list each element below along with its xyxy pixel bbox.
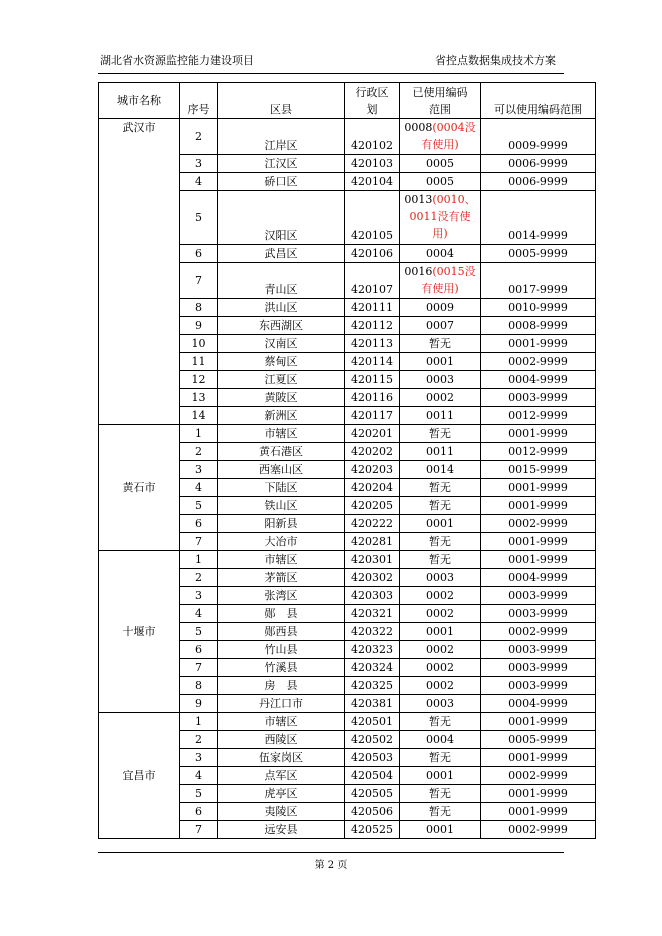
used-range-cell — [400, 731, 481, 749]
seq-cell: 4 — [180, 173, 218, 191]
city-name-cell: 十堰市 — [99, 551, 180, 713]
used-range-cell — [400, 515, 481, 533]
available-range-cell: 0001-9999 — [481, 749, 596, 767]
used-range-cell — [400, 155, 481, 173]
district-cell: 西陵区 — [218, 731, 345, 749]
seq-cell: 2 — [180, 731, 218, 749]
used-range-value: 0001 — [426, 769, 454, 782]
seq-cell: 9 — [180, 317, 218, 335]
used-range-cell — [400, 119, 481, 155]
used-range-value: 0003 — [426, 571, 454, 584]
available-range-cell: 0012-9999 — [481, 407, 596, 425]
available-range-cell: 0001-9999 — [481, 803, 596, 821]
seq-cell: 7 — [180, 533, 218, 551]
table-row — [99, 425, 596, 443]
admin-code-cell: 420102 — [345, 119, 400, 155]
seq-cell: 5 — [180, 191, 218, 245]
admin-code-cell: 420112 — [345, 317, 400, 335]
seq-cell: 2 — [180, 443, 218, 461]
admin-code-cell: 420381 — [345, 695, 400, 713]
district-cell: 茅箭区 — [218, 569, 345, 587]
seq-cell: 11 — [180, 353, 218, 371]
district-cell: 丹江口市 — [218, 695, 345, 713]
admin-code-cell: 420106 — [345, 245, 400, 263]
available-range-cell: 0008-9999 — [481, 317, 596, 335]
district-cell: 新洲区 — [218, 407, 345, 425]
available-range-cell: 0004-9999 — [481, 695, 596, 713]
available-range-cell: 0003-9999 — [481, 659, 596, 677]
available-range-cell: 0004-9999 — [481, 371, 596, 389]
available-range-cell: 0005-9999 — [481, 245, 596, 263]
seq-cell: 6 — [180, 641, 218, 659]
district-cell: 黄陂区 — [218, 389, 345, 407]
available-range-cell: 0001-9999 — [481, 479, 596, 497]
admin-code-cell: 420505 — [345, 785, 400, 803]
district-cell: 虎亭区 — [218, 785, 345, 803]
admin-code-cell: 420107 — [345, 263, 400, 299]
used-range-cell — [400, 641, 481, 659]
seq-cell: 4 — [180, 605, 218, 623]
district-cell: 硚口区 — [218, 173, 345, 191]
seq-cell: 3 — [180, 749, 218, 767]
used-range-value: 暂无 — [429, 805, 451, 818]
used-range-value: 0001 — [426, 823, 454, 836]
used-range-cell — [400, 623, 481, 641]
used-range-cell — [400, 695, 481, 713]
district-cell: 市辖区 — [218, 551, 345, 569]
seq-cell: 13 — [180, 389, 218, 407]
used-range-cell — [400, 407, 481, 425]
used-range-cell — [400, 299, 481, 317]
used-range-value: 0007 — [426, 319, 454, 332]
available-range-cell: 0015-9999 — [481, 461, 596, 479]
seq-cell: 14 — [180, 407, 218, 425]
admin-code-cell: 420281 — [345, 533, 400, 551]
available-range-cell: 0002-9999 — [481, 821, 596, 839]
used-range-value: 0013 — [404, 193, 433, 206]
used-range-value: 0002 — [426, 391, 454, 404]
district-cell: 市辖区 — [218, 425, 345, 443]
available-range-cell: 0003-9999 — [481, 677, 596, 695]
seq-cell: 3 — [180, 155, 218, 173]
seq-cell: 8 — [180, 299, 218, 317]
header-project-title: 湖北省水资源监控能力建设项目 — [100, 54, 254, 67]
admin-code-cell: 420301 — [345, 551, 400, 569]
page-number: 第 2 页 — [314, 860, 348, 871]
seq-cell: 7 — [180, 659, 218, 677]
admin-code-cell: 420506 — [345, 803, 400, 821]
used-range-value: 0014 — [426, 463, 454, 476]
used-range-cell — [400, 767, 481, 785]
used-range-cell — [400, 605, 481, 623]
used-range-cell — [400, 317, 481, 335]
header-document-title: 省控点数据集成技术方案 — [435, 54, 556, 67]
unused-note: (0015没有使用) — [421, 265, 476, 295]
table-row — [99, 713, 596, 731]
admin-code-cell: 420202 — [345, 443, 400, 461]
available-range-cell: 0003-9999 — [481, 389, 596, 407]
admin-code-cell: 420205 — [345, 497, 400, 515]
used-range-cell — [400, 371, 481, 389]
admin-code-cell: 420116 — [345, 389, 400, 407]
available-range-cell: 0004-9999 — [481, 569, 596, 587]
seq-cell: 1 — [180, 551, 218, 569]
admin-code-cell: 420302 — [345, 569, 400, 587]
district-cell: 江夏区 — [218, 371, 345, 389]
col-header-code-line1: 行政区 — [355, 86, 389, 99]
seq-cell: 2 — [180, 569, 218, 587]
used-range-value: 0005 — [426, 175, 454, 188]
available-range-cell: 0003-9999 — [481, 587, 596, 605]
used-range-cell — [400, 569, 481, 587]
used-range-value: 暂无 — [429, 751, 451, 764]
available-range-cell: 0001-9999 — [481, 713, 596, 731]
city-name-cell: 武汉市 — [99, 119, 180, 425]
district-cell: 汉阳区 — [218, 191, 345, 245]
available-range-cell: 0010-9999 — [481, 299, 596, 317]
district-cell: 点军区 — [218, 767, 345, 785]
seq-cell: 1 — [180, 713, 218, 731]
available-range-cell: 0014-9999 — [481, 191, 596, 245]
district-cell: 竹溪县 — [218, 659, 345, 677]
seq-cell: 3 — [180, 461, 218, 479]
seq-cell: 5 — [180, 785, 218, 803]
col-header-city: 城市名称 — [99, 83, 180, 119]
col-header-code — [345, 83, 400, 119]
city-name-cell: 黄石市 — [99, 425, 180, 551]
seq-cell: 6 — [180, 515, 218, 533]
available-range-cell: 0006-9999 — [481, 155, 596, 173]
used-range-value: 暂无 — [429, 481, 451, 494]
available-range-cell: 0003-9999 — [481, 641, 596, 659]
available-range-cell: 0017-9999 — [481, 263, 596, 299]
col-header-used — [400, 83, 481, 119]
col-header-code-line2: 划 — [366, 103, 378, 116]
used-range-value: 0009 — [426, 301, 454, 314]
admin-code-cell: 420117 — [345, 407, 400, 425]
admin-code-cell: 420104 — [345, 173, 400, 191]
used-range-value: 0004 — [426, 247, 454, 260]
used-range-value: 0001 — [426, 517, 454, 530]
used-range-cell — [400, 659, 481, 677]
seq-cell: 2 — [180, 119, 218, 155]
admin-code-cell: 420303 — [345, 587, 400, 605]
admin-code-cell: 420203 — [345, 461, 400, 479]
available-range-cell: 0006-9999 — [481, 173, 596, 191]
used-range-cell — [400, 461, 481, 479]
used-range-cell — [400, 785, 481, 803]
used-range-cell — [400, 443, 481, 461]
used-range-value: 暂无 — [429, 427, 451, 440]
used-range-value: 暂无 — [429, 337, 451, 350]
seq-cell: 1 — [180, 425, 218, 443]
seq-cell: 5 — [180, 497, 218, 515]
used-range-value: 0005 — [426, 157, 454, 170]
used-range-cell — [400, 389, 481, 407]
used-range-cell — [400, 749, 481, 767]
used-range-cell — [400, 263, 481, 299]
used-range-cell — [400, 713, 481, 731]
admin-code-cell: 420325 — [345, 677, 400, 695]
district-cell: 夷陵区 — [218, 803, 345, 821]
district-cell: 大冶市 — [218, 533, 345, 551]
district-cell: 江汉区 — [218, 155, 345, 173]
used-range-value: 暂无 — [429, 715, 451, 728]
admin-code-cell: 420322 — [345, 623, 400, 641]
used-range-value: 0002 — [426, 589, 454, 602]
available-range-cell: 0005-9999 — [481, 731, 596, 749]
admin-code-cell: 420204 — [345, 479, 400, 497]
available-range-cell: 0012-9999 — [481, 443, 596, 461]
seq-cell: 7 — [180, 821, 218, 839]
admin-code-cell: 420222 — [345, 515, 400, 533]
used-range-value: 0016 — [404, 265, 433, 278]
district-cell: 伍家岗区 — [218, 749, 345, 767]
available-range-cell: 0001-9999 — [481, 551, 596, 569]
city-name-cell: 宜昌市 — [99, 713, 180, 839]
district-cell: 黄石港区 — [218, 443, 345, 461]
seq-cell: 6 — [180, 803, 218, 821]
admin-code-cell: 420111 — [345, 299, 400, 317]
available-range-cell: 0002-9999 — [481, 623, 596, 641]
district-cell: 西塞山区 — [218, 461, 345, 479]
seq-cell: 9 — [180, 695, 218, 713]
district-cell: 蔡甸区 — [218, 353, 345, 371]
district-cell: 铁山区 — [218, 497, 345, 515]
col-header-used-line2: 范围 — [429, 103, 451, 116]
used-range-cell — [400, 803, 481, 821]
used-range-value: 0001 — [426, 355, 454, 368]
district-cell: 房 县 — [218, 677, 345, 695]
used-range-cell — [400, 587, 481, 605]
used-range-value: 0003 — [426, 697, 454, 710]
used-range-value: 0003 — [426, 373, 454, 386]
used-range-value: 暂无 — [429, 535, 451, 548]
used-range-value: 0002 — [426, 679, 454, 692]
used-range-value: 0002 — [426, 643, 454, 656]
used-range-value: 暂无 — [429, 499, 451, 512]
used-range-value: 暂无 — [429, 787, 451, 800]
footer-rule — [98, 852, 564, 853]
seq-cell: 5 — [180, 623, 218, 641]
admin-code-cell: 420504 — [345, 767, 400, 785]
district-cell: 远安县 — [218, 821, 345, 839]
used-range-value: 暂无 — [429, 553, 451, 566]
available-range-cell: 0002-9999 — [481, 767, 596, 785]
admin-code-cell: 420503 — [345, 749, 400, 767]
used-range-value: 0011 — [426, 445, 454, 458]
used-range-cell — [400, 353, 481, 371]
used-range-value: 0002 — [426, 607, 454, 620]
district-cell: 青山区 — [218, 263, 345, 299]
used-range-value: 0002 — [426, 661, 454, 674]
district-cell: 竹山县 — [218, 641, 345, 659]
table-row — [99, 551, 596, 569]
col-header-avail: 可以使用编码范围 — [481, 83, 596, 119]
used-range-cell — [400, 425, 481, 443]
seq-cell: 3 — [180, 587, 218, 605]
col-header-seq: 序号 — [180, 83, 218, 119]
seq-cell: 10 — [180, 335, 218, 353]
district-cell: 武昌区 — [218, 245, 345, 263]
district-cell: 江岸区 — [218, 119, 345, 155]
used-range-cell — [400, 173, 481, 191]
district-cell: 郧 县 — [218, 605, 345, 623]
available-range-cell: 0001-9999 — [481, 335, 596, 353]
used-range-cell — [400, 479, 481, 497]
seq-cell: 8 — [180, 677, 218, 695]
admin-code-cell: 420105 — [345, 191, 400, 245]
used-range-cell — [400, 245, 481, 263]
available-range-cell: 0002-9999 — [481, 515, 596, 533]
seq-cell: 4 — [180, 479, 218, 497]
used-range-value: 0011 — [426, 409, 454, 422]
admin-code-cell: 420501 — [345, 713, 400, 731]
available-range-cell: 0002-9999 — [481, 353, 596, 371]
used-range-cell — [400, 191, 481, 245]
district-cell: 张湾区 — [218, 587, 345, 605]
used-range-value: 0004 — [426, 733, 454, 746]
district-cell: 洪山区 — [218, 299, 345, 317]
district-cell: 郧西县 — [218, 623, 345, 641]
admin-code-cell: 420201 — [345, 425, 400, 443]
available-range-cell: 0003-9999 — [481, 605, 596, 623]
seq-cell: 7 — [180, 263, 218, 299]
available-range-cell: 0009-9999 — [481, 119, 596, 155]
admin-code-cell: 420115 — [345, 371, 400, 389]
district-cell: 阳新县 — [218, 515, 345, 533]
used-range-cell — [400, 551, 481, 569]
available-range-cell: 0001-9999 — [481, 785, 596, 803]
header-rule — [98, 73, 564, 74]
used-range-cell — [400, 821, 481, 839]
district-cell: 市辖区 — [218, 713, 345, 731]
col-header-district: 区县 — [218, 83, 345, 119]
admin-code-cell: 420502 — [345, 731, 400, 749]
available-range-cell: 0001-9999 — [481, 497, 596, 515]
seq-cell: 6 — [180, 245, 218, 263]
district-cell: 东西湖区 — [218, 317, 345, 335]
district-cell: 汉南区 — [218, 335, 345, 353]
available-range-cell: 0001-9999 — [481, 533, 596, 551]
used-range-cell — [400, 677, 481, 695]
admin-code-cell: 420324 — [345, 659, 400, 677]
used-range-value: 0008 — [404, 121, 433, 134]
used-range-cell — [400, 335, 481, 353]
admin-code-cell: 420525 — [345, 821, 400, 839]
seq-cell: 12 — [180, 371, 218, 389]
used-range-cell — [400, 497, 481, 515]
unused-note: (0010、0011没有使用) — [409, 193, 476, 240]
seq-cell: 4 — [180, 767, 218, 785]
used-range-cell — [400, 533, 481, 551]
district-cell: 下陆区 — [218, 479, 345, 497]
unused-note: (0004没有使用) — [421, 121, 476, 151]
available-range-cell: 0001-9999 — [481, 425, 596, 443]
table-row — [99, 119, 596, 155]
used-range-value: 0001 — [426, 625, 454, 638]
admin-code-cell: 420113 — [345, 335, 400, 353]
col-header-used-line1: 已使用编码 — [412, 86, 468, 99]
code-range-table — [98, 82, 596, 839]
table-header-row — [99, 83, 596, 119]
admin-code-cell: 420321 — [345, 605, 400, 623]
admin-code-cell: 420103 — [345, 155, 400, 173]
admin-code-cell: 420323 — [345, 641, 400, 659]
admin-code-cell: 420114 — [345, 353, 400, 371]
